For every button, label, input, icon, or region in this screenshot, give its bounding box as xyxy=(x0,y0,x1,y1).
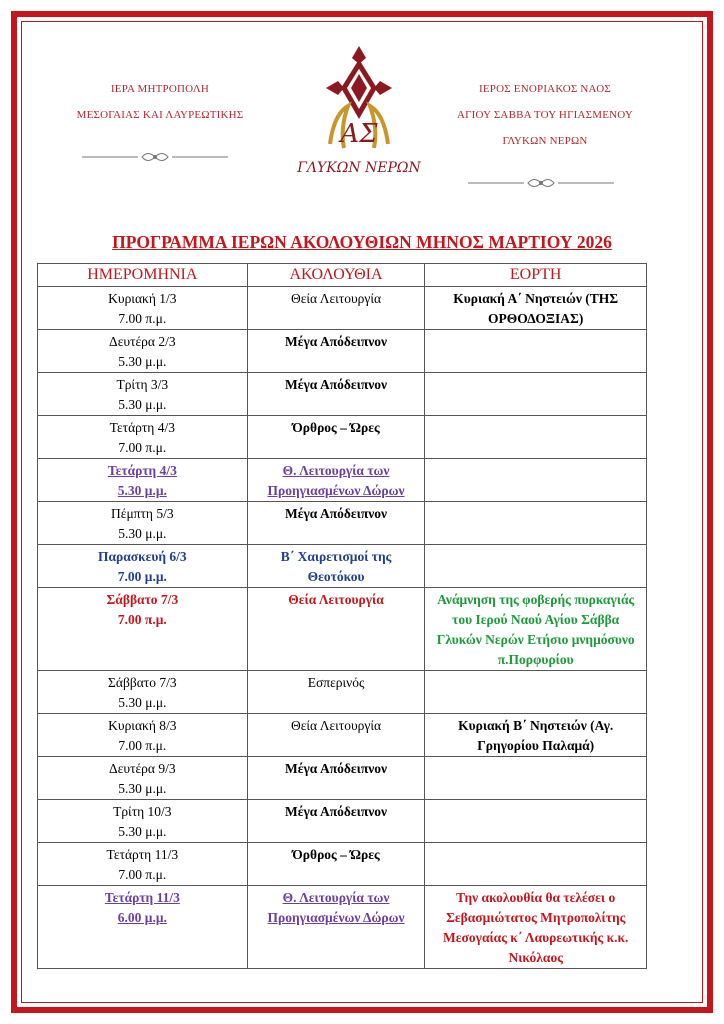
logo-monogram: ΑΣ xyxy=(340,119,378,149)
ornament-divider-left-icon xyxy=(82,148,228,166)
feast-cell: Ανάμνηση της φοβερής πυρκαγιάς του Ιερού Ναού Αγίου Σάββα Γλυκών Νερών Ετήσιο μνημόσυνο π.Πορφυρίου xyxy=(425,588,647,671)
table-row xyxy=(38,287,647,330)
service-cell: Μέγα Απόδειπνον xyxy=(247,502,425,545)
date-cell xyxy=(38,330,248,373)
date-cell xyxy=(38,545,248,588)
feast-cell xyxy=(425,843,647,886)
date-cell xyxy=(38,502,248,545)
table-row xyxy=(38,416,647,459)
row-day: Τρίτη 3/3 xyxy=(116,377,169,392)
feast-cell xyxy=(425,416,647,459)
schedule-table xyxy=(37,263,647,969)
row-day: Δευτέρα 2/3 xyxy=(109,334,176,349)
row-day: Τετάρτη 11/3 xyxy=(104,890,180,905)
row-day: Κυριακή 8/3 xyxy=(108,718,177,733)
service-cell: Θεία Λειτουργία xyxy=(247,287,425,330)
date-cell xyxy=(38,459,248,502)
feast-cell xyxy=(425,800,647,843)
table-header-row xyxy=(38,264,647,287)
table-row xyxy=(38,714,647,757)
row-day: Τετάρτη 11/3 xyxy=(106,847,179,862)
service-cell: Εσπερινός xyxy=(247,671,425,714)
row-time: 5.30 μ.μ. xyxy=(118,695,167,710)
row-day: Σάββατο 7/3 xyxy=(108,675,177,690)
feast-cell xyxy=(425,373,647,416)
row-time: 5.30 μ.μ. xyxy=(118,354,167,369)
service-cell: Όρθρος – Ώρες xyxy=(247,843,425,886)
column-header-service: ΑΚΟΛΟΥΘΙΑ xyxy=(247,264,425,287)
column-header-feast: ΕΟΡΤΗ xyxy=(425,264,647,287)
row-time: 7.00 μ.μ. xyxy=(117,569,167,584)
header-metropolis-line1: ΙΕΡΑ ΜΗΤΡΟΠΟΛΗ xyxy=(110,83,210,95)
feast-cell: Την ακολουθία θα τελέσει ο Σεβασμιώτατος Μητροπολίτης Μεσογαίας κ΄ Λαυρεωτικής κ.κ. Νικόλαος xyxy=(425,886,647,969)
header-parish-line1: ΙΕΡΟΣ ΕΝΟΡΙΑΚΟΣ ΝΑΟΣ xyxy=(479,83,611,95)
row-day: Κυριακή 1/3 xyxy=(108,291,177,306)
header-parish-line2: ΑΓΙΟΥ ΣΑΒΒΑ ΤΟΥ ΗΓΙΑΣΜΕΝΟΥ xyxy=(456,109,634,121)
feast-cell xyxy=(425,330,647,373)
date-cell xyxy=(38,714,248,757)
date-cell xyxy=(38,800,248,843)
feast-cell: Κυριακή Β΄ Νηστειών (Αγ. Γρηγορίου Παλαμά) xyxy=(425,714,647,757)
service-cell: Θεία Λειτουργία xyxy=(247,714,425,757)
row-time: 7.00 π.μ. xyxy=(118,867,167,882)
row-time: 5.30 μ.μ. xyxy=(118,781,167,796)
service-cell: Μέγα Απόδειπνον xyxy=(247,757,425,800)
feast-cell xyxy=(425,459,647,502)
table-row xyxy=(38,843,647,886)
row-day: Δευτέρα 9/3 xyxy=(109,761,176,776)
row-day: Τετάρτη 4/3 xyxy=(107,463,177,478)
service-cell: Β΄ Χαιρετισμοί της Θεοτόκου xyxy=(247,545,425,588)
date-cell xyxy=(38,416,248,459)
row-time: 7.00 π.μ. xyxy=(118,440,167,455)
row-time: 7.00 π.μ. xyxy=(117,612,167,627)
date-cell xyxy=(38,757,248,800)
column-header-date: ΗΜΕΡΟΜΗΝΙΑ xyxy=(38,264,248,287)
table-row xyxy=(38,545,647,588)
header-parish xyxy=(445,76,645,154)
row-day: Τετάρτη 4/3 xyxy=(109,420,175,435)
feast-cell xyxy=(425,502,647,545)
date-cell xyxy=(38,886,248,969)
date-cell xyxy=(38,588,248,671)
table-row xyxy=(38,886,647,969)
row-time: 5.30 μ.μ. xyxy=(118,526,167,541)
table-row xyxy=(38,800,647,843)
service-cell: Όρθρος – Ώρες xyxy=(247,416,425,459)
document-title: ΠΡΟΓΡΑΜΜΑ ΙΕΡΩΝ ΑΚΟΛΟΥΘΙΩΝ ΜΗΝΟΣ ΜΑΡΤΙΟΥ 2026 xyxy=(112,232,612,252)
table-row xyxy=(38,330,647,373)
row-day: Σάββατο 7/3 xyxy=(106,592,179,607)
header-metropolis xyxy=(60,76,260,128)
cross-emblem-icon xyxy=(326,46,392,114)
table-row xyxy=(38,502,647,545)
table-row xyxy=(38,373,647,416)
feast-cell xyxy=(425,757,647,800)
logo-caption: ΓΛΥΚΩΝ ΝΕΡΩΝ xyxy=(297,160,421,176)
header-metropolis-line2: ΜΕΣΟΓΑΙΑΣ ΚΑΙ ΛΑΥΡΕΩΤΙΚΗΣ xyxy=(76,109,244,121)
table-row xyxy=(38,588,647,671)
table-row xyxy=(38,459,647,502)
row-day: Τρίτη 10/3 xyxy=(113,804,172,819)
date-cell xyxy=(38,287,248,330)
row-time: 5.30 μ.μ. xyxy=(118,397,167,412)
table-row xyxy=(38,671,647,714)
row-time: 5.30 μ.μ. xyxy=(117,483,167,498)
service-cell: Μέγα Απόδειπνον xyxy=(247,373,425,416)
row-time: 5.30 μ.μ. xyxy=(118,824,167,839)
service-cell: Θεία Λειτουργία xyxy=(247,588,425,671)
feast-cell: Κυριακή Α΄ Νηστειών (ΤΗΣ ΟΡΘΟΔΟΞΙΑΣ) xyxy=(425,287,647,330)
service-cell: Θ. Λειτουργία των Προηγιασμένων Δώρων xyxy=(247,459,425,502)
row-day: Πέμπτη 5/3 xyxy=(111,506,174,521)
date-cell xyxy=(38,671,248,714)
row-time: 7.00 π.μ. xyxy=(118,738,167,753)
header-parish-line3: ΓΛΥΚΩΝ ΝΕΡΩΝ xyxy=(502,135,588,147)
service-cell: Θ. Λειτουργία των Προηγιασμένων Δώρων xyxy=(247,886,425,969)
row-day: Παρασκευή 6/3 xyxy=(97,549,187,564)
parish-logo xyxy=(297,44,421,184)
date-cell xyxy=(38,373,248,416)
table-row xyxy=(38,757,647,800)
row-time: 7.00 π.μ. xyxy=(118,311,167,326)
service-cell: Μέγα Απόδειπνον xyxy=(247,800,425,843)
feast-cell xyxy=(425,671,647,714)
row-time: 6.00 μ.μ. xyxy=(117,910,167,925)
feast-cell xyxy=(425,545,647,588)
service-cell: Μέγα Απόδειπνον xyxy=(247,330,425,373)
ornament-divider-right-icon xyxy=(468,174,614,192)
date-cell xyxy=(38,843,248,886)
